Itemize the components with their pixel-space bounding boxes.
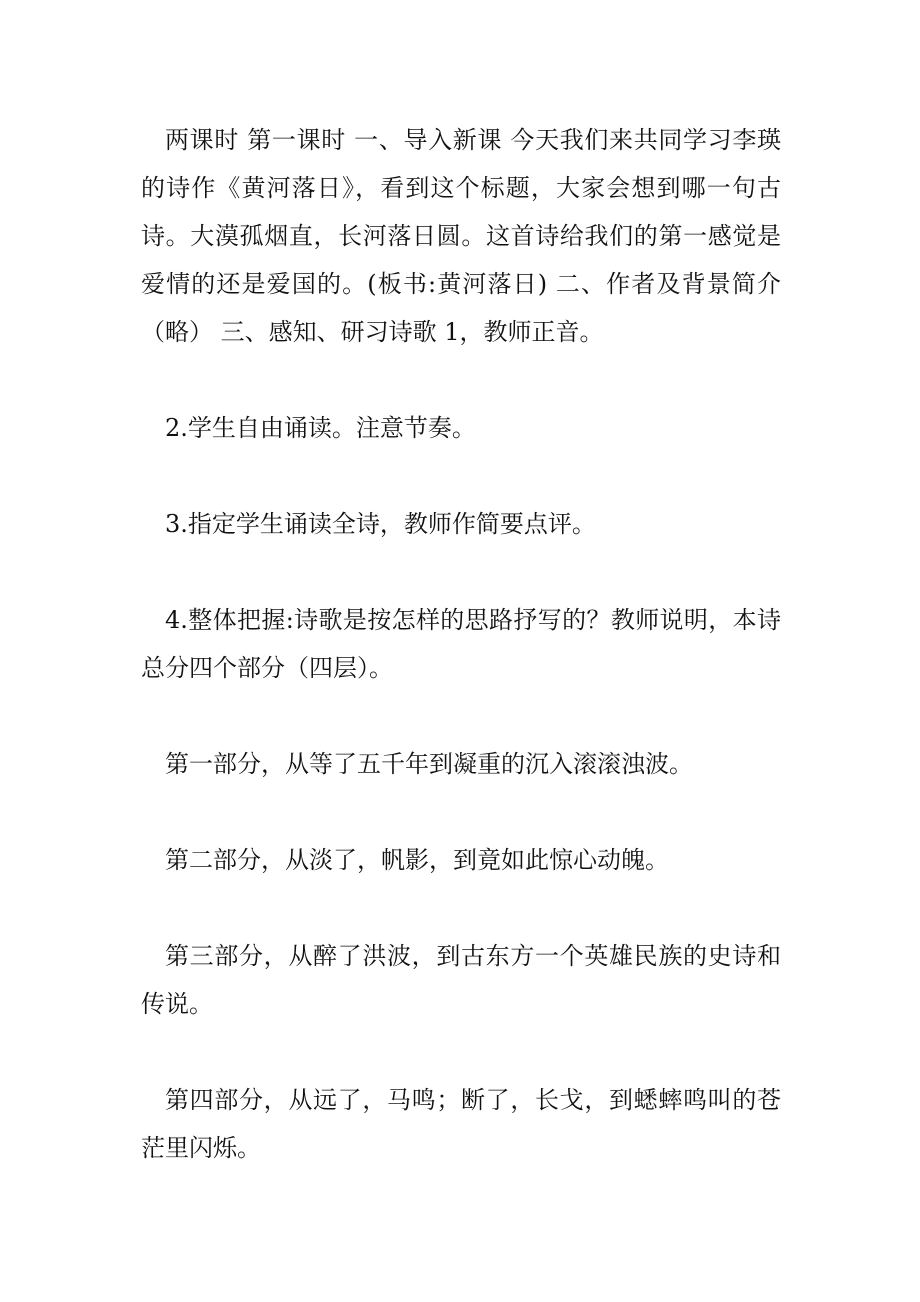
paragraph-step-3: 3.指定学生诵读全诗，教师作简要点评。 <box>165 510 596 538</box>
paragraph-step-2: 2.学生自由诵读。注意节奏。 <box>165 414 476 442</box>
paragraph-part-1: 第一部分，从等了五千年到凝重的沉入滚滚浊波。 <box>165 750 693 778</box>
paragraph-intro: 两课时 第一课时 一、导入新课 今天我们来共同学习李瑛的诗作《黄河落日》，看到这个标题，大家会想到哪一句古诗。大漠孤烟直，长河落日圆。这首诗给我们的第一感觉是爱情的还是爱国的。(板书:黄河落日) 二、作者及背景简介（略） 三、感知、研习诗歌 1，教师正音。 <box>141 126 781 346</box>
paragraph-part-4: 第四部分，从远了，马鸣；断了，长戈，到蟋蟀鸣叫的苍茫里闪烁。 <box>141 1086 781 1162</box>
document-body <box>141 116 781 1220</box>
paragraph-part-2: 第二部分，从淡了，帆影，到竟如此惊心动魄。 <box>165 846 669 874</box>
paragraph-step-4: 4.整体把握:诗歌是按怎样的思路抒写的？教师说明，本诗总分四个部分（四层）。 <box>141 606 781 682</box>
paragraph-part-3: 第三部分，从醉了洪波，到古东方一个英雄民族的史诗和传说。 <box>141 942 781 1018</box>
